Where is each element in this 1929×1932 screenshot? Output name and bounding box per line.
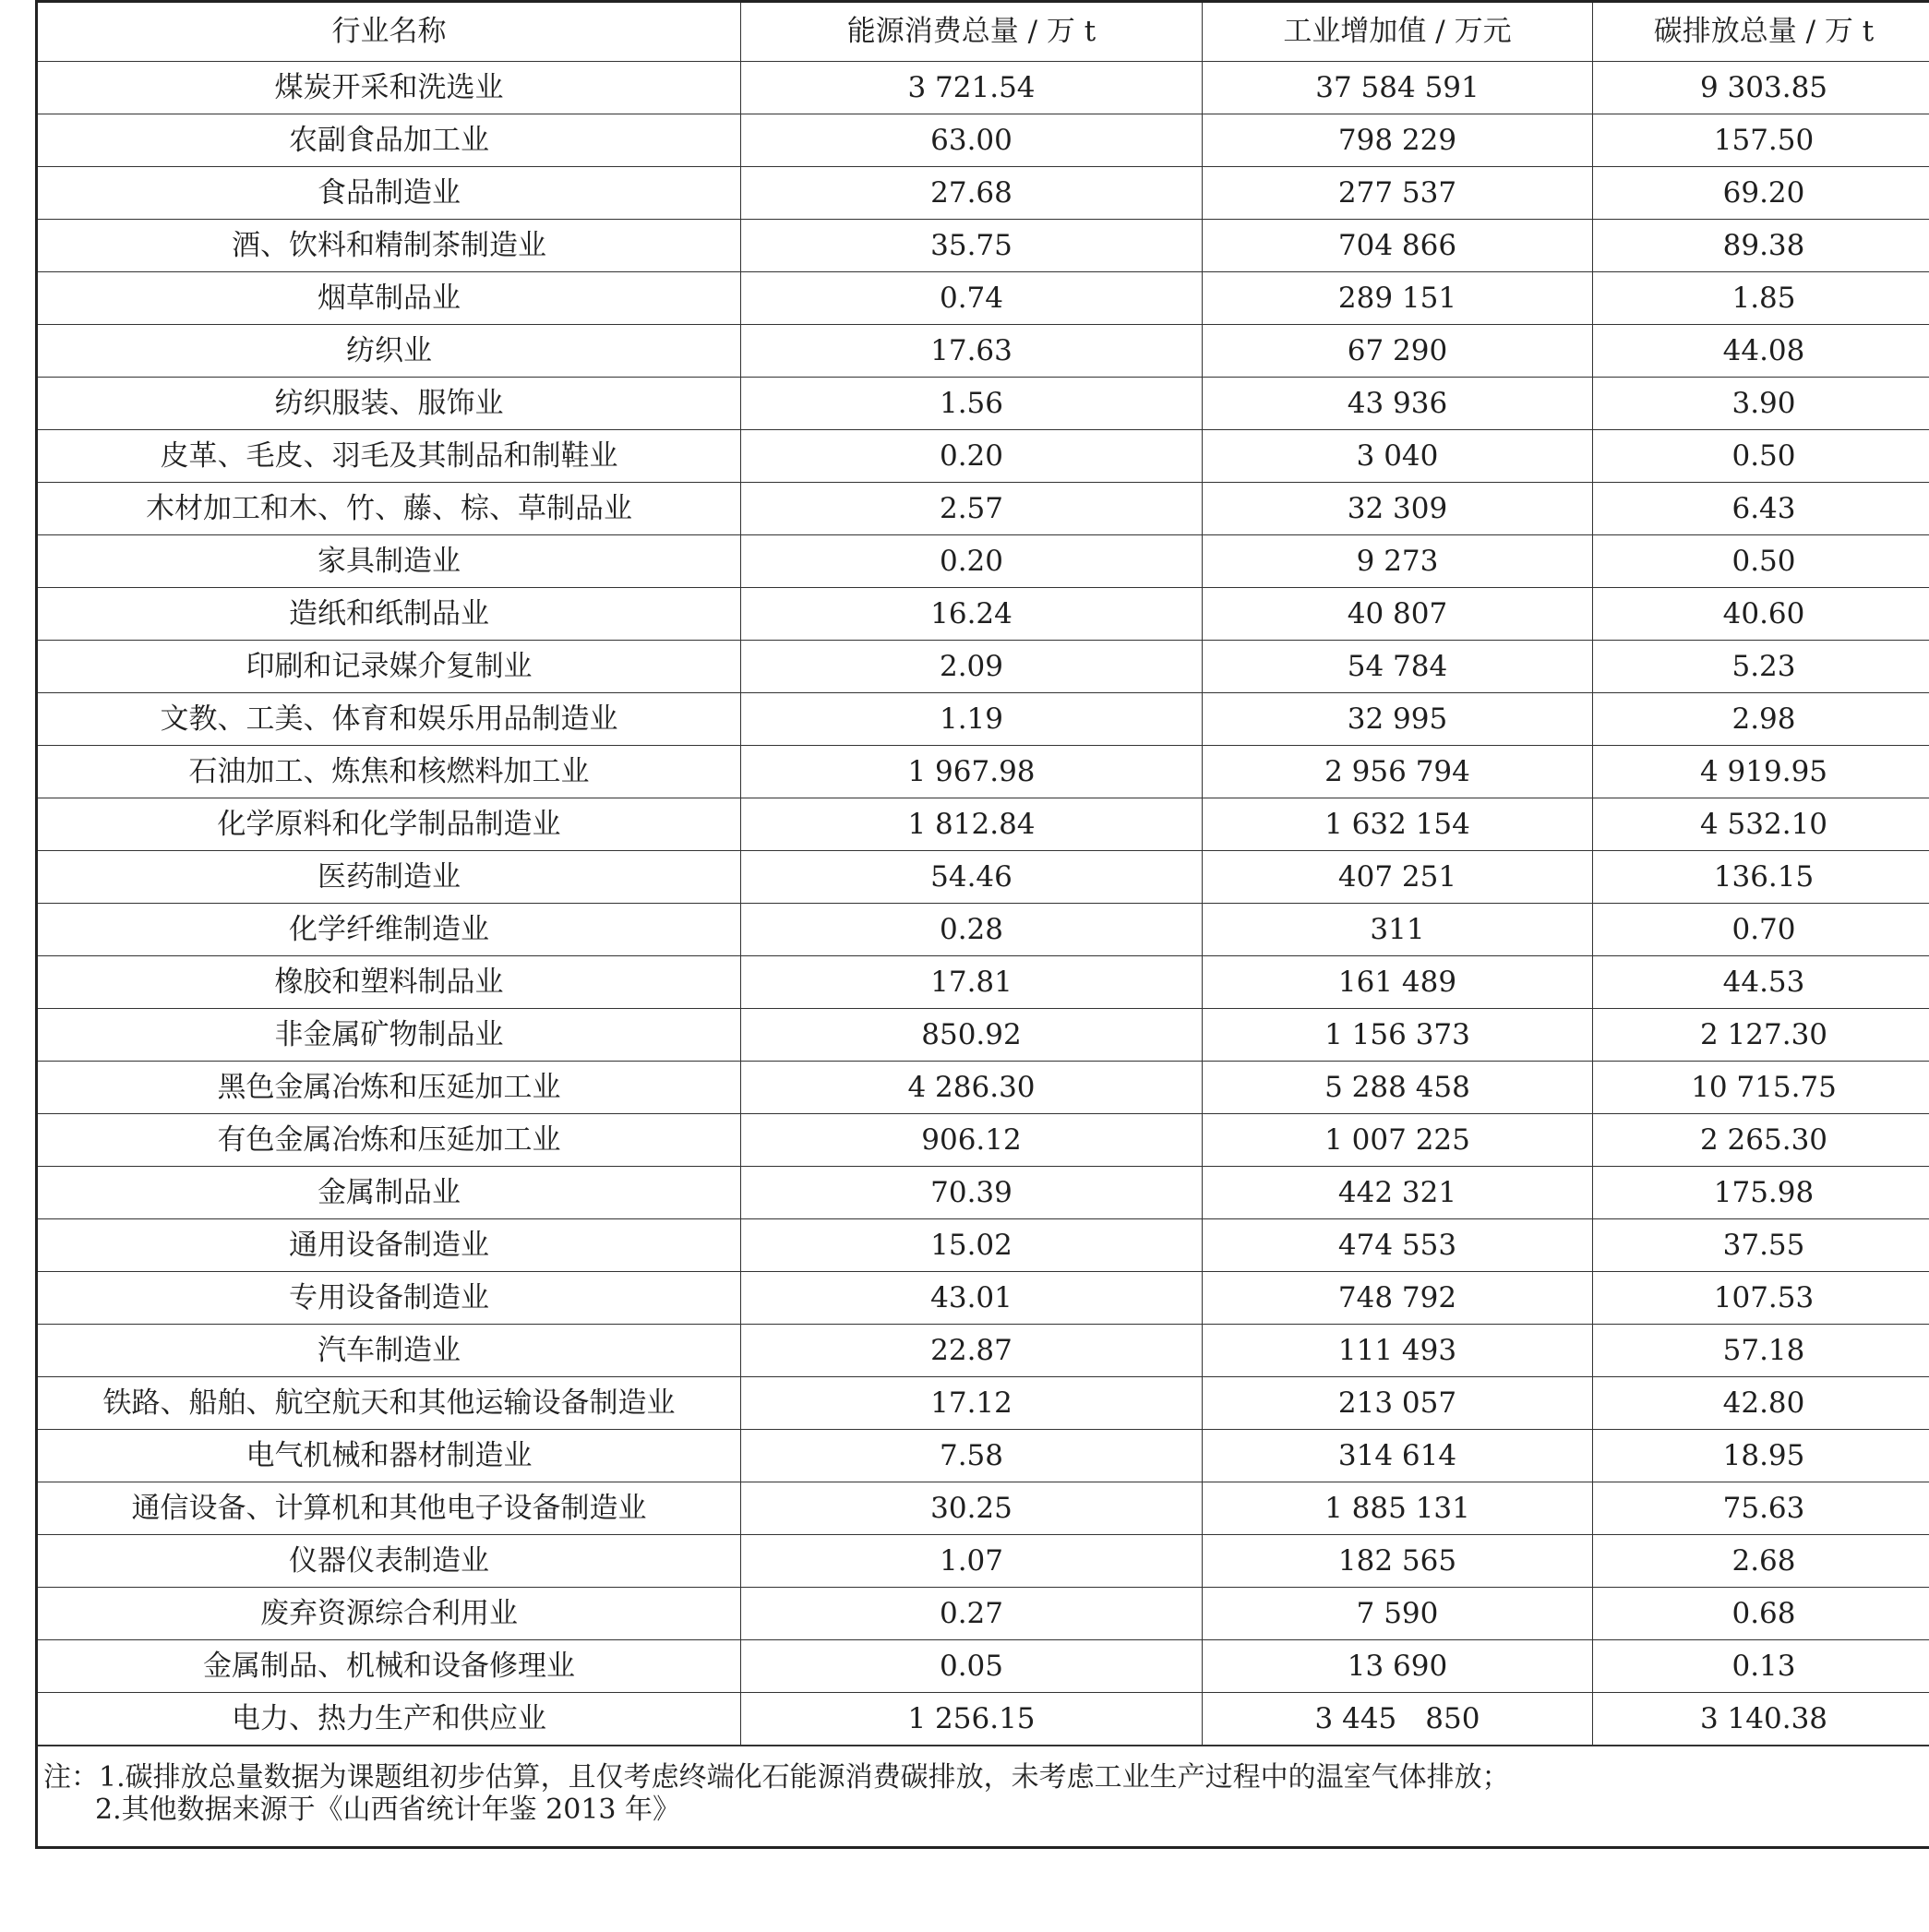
cell-energy-consumption: 30.25 xyxy=(741,1482,1203,1535)
cell-carbon-emissions: 3.90 xyxy=(1593,378,1929,430)
table-row xyxy=(37,851,1929,904)
cell-carbon-emissions: 75.63 xyxy=(1593,1482,1929,1535)
table-row xyxy=(37,641,1929,693)
table-row xyxy=(37,378,1929,430)
table-row xyxy=(37,956,1929,1009)
table-row xyxy=(37,1272,1929,1325)
cell-industry-name: 化学原料和化学制品制造业 xyxy=(37,798,741,851)
cell-energy-consumption: 16.24 xyxy=(741,588,1203,641)
cell-carbon-emissions: 42.80 xyxy=(1593,1377,1929,1430)
cell-carbon-emissions: 2 265.30 xyxy=(1593,1114,1929,1167)
cell-industrial-value-added: 32 995 xyxy=(1203,693,1593,746)
cell-industry-name: 木材加工和木、竹、藤、棕、草制品业 xyxy=(37,483,741,535)
cell-industrial-value-added: 9 273 xyxy=(1203,535,1593,588)
cell-energy-consumption: 35.75 xyxy=(741,220,1203,272)
table-body xyxy=(37,62,1929,1746)
cell-energy-consumption: 17.63 xyxy=(741,325,1203,378)
table-row xyxy=(37,1535,1929,1588)
cell-industrial-value-added: 748 792 xyxy=(1203,1272,1593,1325)
cell-energy-consumption: 850.92 xyxy=(741,1009,1203,1062)
cell-industrial-value-added: 32 309 xyxy=(1203,483,1593,535)
cell-industry-name: 石油加工、炼焦和核燃料加工业 xyxy=(37,746,741,798)
cell-industrial-value-added: 67 290 xyxy=(1203,325,1593,378)
table-row xyxy=(37,904,1929,956)
table-row xyxy=(37,114,1929,167)
cell-energy-consumption: 2.57 xyxy=(741,483,1203,535)
table-row xyxy=(37,1219,1929,1272)
header-energy-consumption: 能源消费总量 / 万 t xyxy=(741,2,1203,62)
cell-industrial-value-added: 474 553 xyxy=(1203,1219,1593,1272)
cell-industrial-value-added: 213 057 xyxy=(1203,1377,1593,1430)
cell-carbon-emissions: 5.23 xyxy=(1593,641,1929,693)
cell-industry-name: 纺织服装、服饰业 xyxy=(37,378,741,430)
cell-industry-name: 电气机械和器材制造业 xyxy=(37,1430,741,1482)
header-carbon-emissions: 碳排放总量 / 万 t xyxy=(1593,2,1929,62)
cell-energy-consumption: 0.27 xyxy=(741,1588,1203,1640)
table-row xyxy=(37,1009,1929,1062)
cell-energy-consumption: 0.28 xyxy=(741,904,1203,956)
cell-industry-name: 造纸和纸制品业 xyxy=(37,588,741,641)
cell-carbon-emissions: 0.50 xyxy=(1593,535,1929,588)
cell-energy-consumption: 27.68 xyxy=(741,167,1203,220)
cell-industrial-value-added: 40 807 xyxy=(1203,588,1593,641)
cell-industry-name: 文教、工美、体育和娱乐用品制造业 xyxy=(37,693,741,746)
cell-industrial-value-added: 182 565 xyxy=(1203,1535,1593,1588)
cell-energy-consumption: 0.74 xyxy=(741,272,1203,325)
cell-energy-consumption: 70.39 xyxy=(741,1167,1203,1219)
cell-carbon-emissions: 18.95 xyxy=(1593,1430,1929,1482)
cell-industry-name: 通用设备制造业 xyxy=(37,1219,741,1272)
table-row xyxy=(37,220,1929,272)
cell-industrial-value-added: 704 866 xyxy=(1203,220,1593,272)
cell-industrial-value-added: 37 584 591 xyxy=(1203,62,1593,114)
cell-carbon-emissions: 175.98 xyxy=(1593,1167,1929,1219)
table-footnote xyxy=(35,1746,1929,1849)
cell-energy-consumption: 63.00 xyxy=(741,114,1203,167)
cell-carbon-emissions: 136.15 xyxy=(1593,851,1929,904)
cell-industrial-value-added: 1 156 373 xyxy=(1203,1009,1593,1062)
cell-carbon-emissions: 2.98 xyxy=(1593,693,1929,746)
table-row xyxy=(37,325,1929,378)
cell-energy-consumption: 43.01 xyxy=(741,1272,1203,1325)
table-row xyxy=(37,1062,1929,1114)
cell-carbon-emissions: 157.50 xyxy=(1593,114,1929,167)
table-row xyxy=(37,1640,1929,1693)
cell-industry-name: 金属制品业 xyxy=(37,1167,741,1219)
cell-energy-consumption: 0.20 xyxy=(741,430,1203,483)
cell-carbon-emissions: 9 303.85 xyxy=(1593,62,1929,114)
cell-industrial-value-added: 3 445 850 xyxy=(1203,1693,1593,1746)
cell-industry-name: 有色金属冶炼和压延加工业 xyxy=(37,1114,741,1167)
cell-industrial-value-added: 277 537 xyxy=(1203,167,1593,220)
cell-carbon-emissions: 4 532.10 xyxy=(1593,798,1929,851)
cell-carbon-emissions: 69.20 xyxy=(1593,167,1929,220)
cell-industry-name: 酒、饮料和精制茶制造业 xyxy=(37,220,741,272)
cell-industry-name: 化学纤维制造业 xyxy=(37,904,741,956)
cell-industrial-value-added: 7 590 xyxy=(1203,1588,1593,1640)
cell-industry-name: 皮革、毛皮、羽毛及其制品和制鞋业 xyxy=(37,430,741,483)
cell-industrial-value-added: 43 936 xyxy=(1203,378,1593,430)
cell-carbon-emissions: 4 919.95 xyxy=(1593,746,1929,798)
cell-energy-consumption: 3 721.54 xyxy=(741,62,1203,114)
cell-energy-consumption: 1.56 xyxy=(741,378,1203,430)
cell-carbon-emissions: 0.50 xyxy=(1593,430,1929,483)
cell-carbon-emissions: 37.55 xyxy=(1593,1219,1929,1272)
cell-industrial-value-added: 2 956 794 xyxy=(1203,746,1593,798)
cell-industrial-value-added: 1 885 131 xyxy=(1203,1482,1593,1535)
cell-industrial-value-added: 54 784 xyxy=(1203,641,1593,693)
cell-industry-name: 橡胶和塑料制品业 xyxy=(37,956,741,1009)
table-row xyxy=(37,1167,1929,1219)
cell-industry-name: 废弃资源综合利用业 xyxy=(37,1588,741,1640)
cell-industry-name: 煤炭开采和洗选业 xyxy=(37,62,741,114)
cell-energy-consumption: 7.58 xyxy=(741,1430,1203,1482)
cell-energy-consumption: 17.81 xyxy=(741,956,1203,1009)
cell-industrial-value-added: 1 007 225 xyxy=(1203,1114,1593,1167)
cell-energy-consumption: 54.46 xyxy=(741,851,1203,904)
table-row xyxy=(37,798,1929,851)
cell-industry-name: 食品制造业 xyxy=(37,167,741,220)
footnote-line-1: 注：1.碳排放总量数据为课题组初步估算，且仅考虑终端化石能源消费碳排放，未考虑工业生产过程中的温室气体排放； xyxy=(43,1761,1510,1794)
industry-carbon-table xyxy=(35,0,1929,1746)
cell-energy-consumption: 0.20 xyxy=(741,535,1203,588)
cell-energy-consumption: 17.12 xyxy=(741,1377,1203,1430)
cell-industry-name: 印刷和记录媒介复制业 xyxy=(37,641,741,693)
cell-industrial-value-added: 289 151 xyxy=(1203,272,1593,325)
cell-carbon-emissions: 107.53 xyxy=(1593,1272,1929,1325)
cell-energy-consumption: 1 812.84 xyxy=(741,798,1203,851)
cell-carbon-emissions: 6.43 xyxy=(1593,483,1929,535)
cell-industrial-value-added: 314 614 xyxy=(1203,1430,1593,1482)
data-sheet xyxy=(35,0,1929,1849)
cell-industrial-value-added: 311 xyxy=(1203,904,1593,956)
table-row xyxy=(37,1693,1929,1746)
cell-energy-consumption: 15.02 xyxy=(741,1219,1203,1272)
cell-energy-consumption: 0.05 xyxy=(741,1640,1203,1693)
cell-industrial-value-added: 161 489 xyxy=(1203,956,1593,1009)
cell-industry-name: 专用设备制造业 xyxy=(37,1272,741,1325)
table-row xyxy=(37,272,1929,325)
table-row xyxy=(37,693,1929,746)
cell-industrial-value-added: 1 632 154 xyxy=(1203,798,1593,851)
cell-industrial-value-added: 407 251 xyxy=(1203,851,1593,904)
cell-industry-name: 通信设备、计算机和其他电子设备制造业 xyxy=(37,1482,741,1535)
table-row xyxy=(37,1325,1929,1377)
cell-industry-name: 金属制品、机械和设备修理业 xyxy=(37,1640,741,1693)
cell-industry-name: 汽车制造业 xyxy=(37,1325,741,1377)
cell-industry-name: 铁路、船舶、航空航天和其他运输设备制造业 xyxy=(37,1377,741,1430)
cell-industrial-value-added: 3 040 xyxy=(1203,430,1593,483)
cell-industry-name: 家具制造业 xyxy=(37,535,741,588)
cell-industry-name: 农副食品加工业 xyxy=(37,114,741,167)
cell-carbon-emissions: 44.53 xyxy=(1593,956,1929,1009)
cell-industrial-value-added: 111 493 xyxy=(1203,1325,1593,1377)
cell-industry-name: 电力、热力生产和供应业 xyxy=(37,1693,741,1746)
table-row xyxy=(37,535,1929,588)
cell-carbon-emissions: 0.70 xyxy=(1593,904,1929,956)
table-row xyxy=(37,430,1929,483)
cell-carbon-emissions: 10 715.75 xyxy=(1593,1062,1929,1114)
table-row xyxy=(37,1482,1929,1535)
cell-carbon-emissions: 1.85 xyxy=(1593,272,1929,325)
cell-industry-name: 医药制造业 xyxy=(37,851,741,904)
cell-industrial-value-added: 798 229 xyxy=(1203,114,1593,167)
table-row xyxy=(37,62,1929,114)
table-row xyxy=(37,483,1929,535)
table-row xyxy=(37,746,1929,798)
cell-industry-name: 烟草制品业 xyxy=(37,272,741,325)
table-row xyxy=(37,167,1929,220)
cell-carbon-emissions: 2 127.30 xyxy=(1593,1009,1929,1062)
cell-industry-name: 非金属矿物制品业 xyxy=(37,1009,741,1062)
table-row xyxy=(37,1430,1929,1482)
cell-energy-consumption: 1.07 xyxy=(741,1535,1203,1588)
table-row xyxy=(37,588,1929,641)
cell-energy-consumption: 2.09 xyxy=(741,641,1203,693)
header-row xyxy=(37,2,1929,62)
cell-industrial-value-added: 442 321 xyxy=(1203,1167,1593,1219)
cell-carbon-emissions: 2.68 xyxy=(1593,1535,1929,1588)
cell-industry-name: 仪器仪表制造业 xyxy=(37,1535,741,1588)
header-industry-name: 行业名称 xyxy=(37,2,741,62)
cell-industrial-value-added: 5 288 458 xyxy=(1203,1062,1593,1114)
cell-industry-name: 黑色金属冶炼和压延加工业 xyxy=(37,1062,741,1114)
cell-carbon-emissions: 57.18 xyxy=(1593,1325,1929,1377)
cell-carbon-emissions: 3 140.38 xyxy=(1593,1693,1929,1746)
cell-energy-consumption: 906.12 xyxy=(741,1114,1203,1167)
cell-carbon-emissions: 0.68 xyxy=(1593,1588,1929,1640)
table-row xyxy=(37,1114,1929,1167)
footnote-line-2: 2.其他数据来源于《山西省统计年鉴 2013 年》 xyxy=(95,1794,681,1826)
cell-carbon-emissions: 89.38 xyxy=(1593,220,1929,272)
cell-carbon-emissions: 44.08 xyxy=(1593,325,1929,378)
cell-carbon-emissions: 40.60 xyxy=(1593,588,1929,641)
cell-industry-name: 纺织业 xyxy=(37,325,741,378)
cell-industrial-value-added: 13 690 xyxy=(1203,1640,1593,1693)
cell-energy-consumption: 4 286.30 xyxy=(741,1062,1203,1114)
cell-energy-consumption: 1 256.15 xyxy=(741,1693,1203,1746)
table-row xyxy=(37,1377,1929,1430)
cell-energy-consumption: 1 967.98 xyxy=(741,746,1203,798)
header-industrial-value-added: 工业增加值 / 万元 xyxy=(1203,2,1593,62)
cell-energy-consumption: 1.19 xyxy=(741,693,1203,746)
cell-energy-consumption: 22.87 xyxy=(741,1325,1203,1377)
table-row xyxy=(37,1588,1929,1640)
cell-carbon-emissions: 0.13 xyxy=(1593,1640,1929,1693)
